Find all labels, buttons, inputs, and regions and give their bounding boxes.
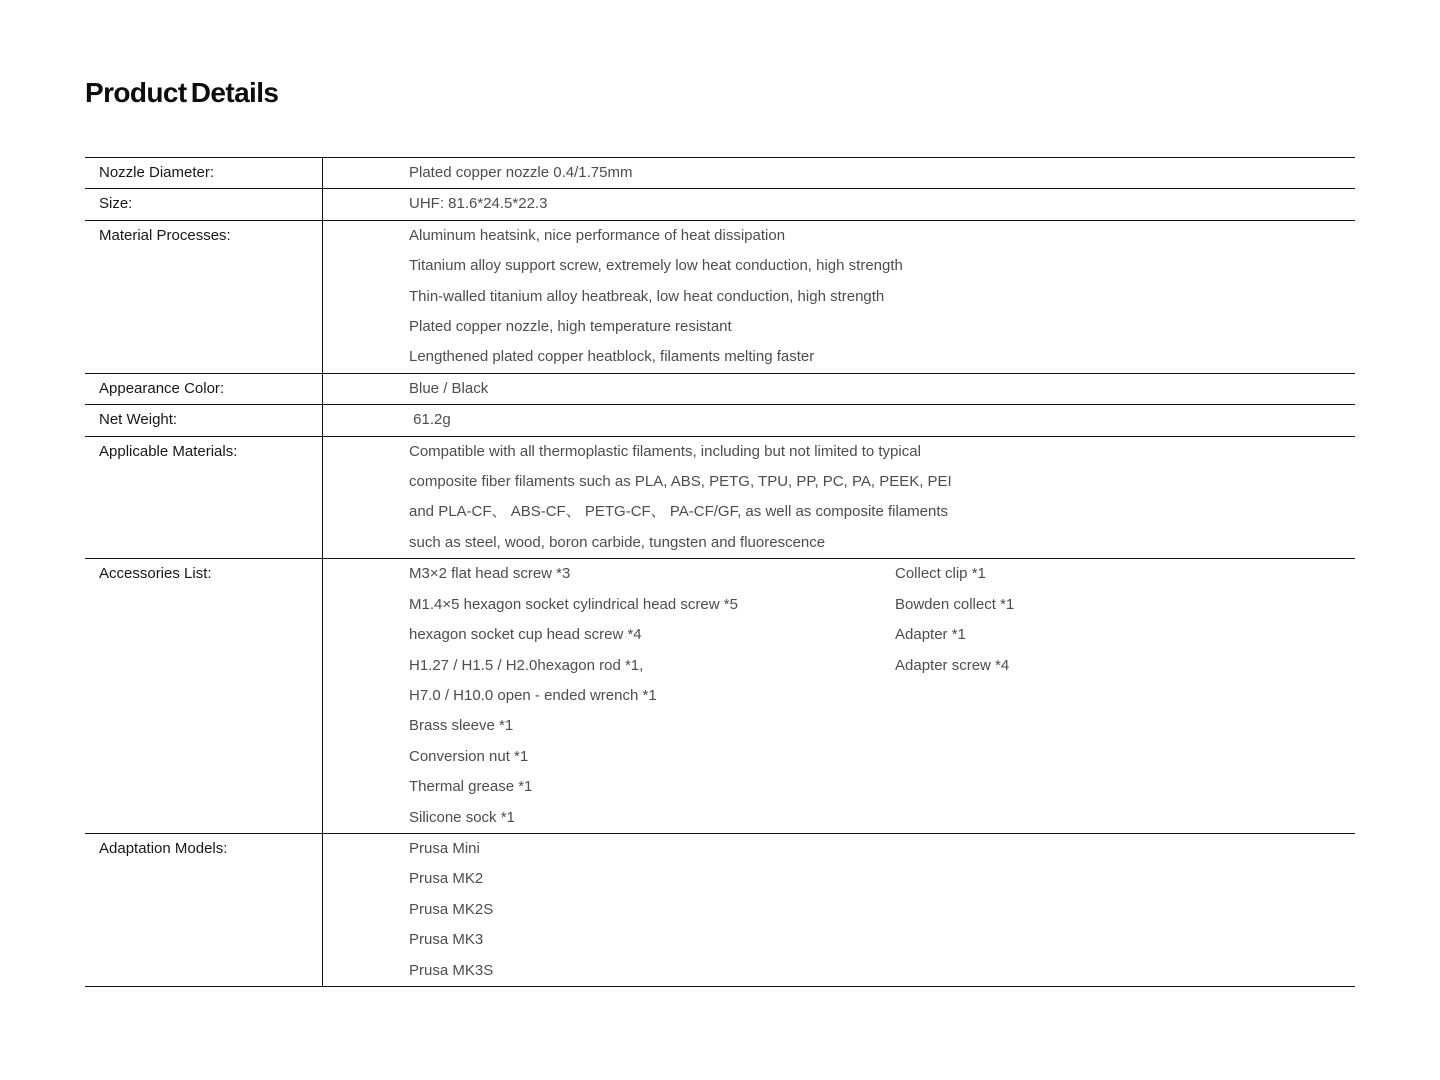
value-line: Aluminum heatsink, nice performance of heat dissipation: [409, 226, 786, 244]
value-line: M3×2 flat head screw *3: [409, 565, 571, 583]
table-row: [85, 559, 1355, 834]
value-line: Conversion nut *1: [409, 747, 529, 765]
value-line: hexagon socket cup head screw *4: [409, 626, 642, 644]
row-label: Size:: [99, 195, 133, 213]
value-line: Plated copper nozzle 0.4/1.75mm: [409, 164, 633, 181]
value-line: UHF: 81.6*24.5*22.3: [409, 195, 548, 213]
table-row: [85, 437, 1355, 560]
value-line: H1.27 / H1.5 / H2.0hexagon rod *1,: [409, 656, 644, 674]
table-row: [85, 405, 1355, 436]
page-title: Product Details: [85, 77, 279, 108]
value-line: Adapter screw *4: [895, 656, 1010, 674]
row-value: [322, 559, 1355, 833]
value-line: Blue / Black: [409, 379, 489, 397]
value-line: H7.0 / H10.0 open - ended wrench *1: [409, 686, 657, 704]
value-line: Brass sleeve *1: [409, 717, 514, 735]
value-line: Prusa MK3S: [409, 961, 494, 979]
row-label: Nozzle Diameter:: [99, 164, 215, 181]
value-line: Thin-walled titanium alloy heatbreak, low heat conduction, high strength: [409, 287, 885, 305]
product-details-table: [85, 157, 1355, 987]
row-value: [322, 405, 1355, 435]
row-label: Material Processes:: [99, 226, 231, 244]
value-line: Prusa Mini: [409, 839, 480, 857]
value-line: Adapter *1: [895, 626, 966, 644]
table-row: [85, 374, 1355, 405]
row-label: Accessories List:: [99, 565, 212, 583]
table-row: [85, 189, 1355, 220]
accessories-column-1: [409, 559, 895, 833]
value-line: Thermal grease *1: [409, 778, 533, 796]
value-line: Collect clip *1: [895, 565, 986, 583]
value-line: and PLA-CF、 ABS-CF、 PETG-CF、 PA-CF/GF, as well as composite filaments: [409, 503, 949, 521]
accessories-columns: [409, 559, 1355, 833]
table-row: [85, 158, 1355, 189]
value-line: Prusa MK3: [409, 931, 484, 949]
value-line: Silicone sock *1: [409, 808, 515, 826]
value-line: Bowden collect *1: [895, 595, 1015, 613]
value-line: Prusa MK2: [409, 870, 484, 888]
value-line: composite fiber filaments such as PLA, ABS, PETG, TPU, PP, PC, PA, PEEK, PEI: [409, 473, 952, 491]
row-label: Appearance Color:: [99, 379, 225, 397]
value-line: M1.4×5 hexagon socket cylindrical head screw *5: [409, 595, 738, 613]
value-line: Plated copper nozzle, high temperature resistant: [409, 318, 732, 336]
table-row: [85, 221, 1355, 374]
value-line: such as steel, wood, boron carbide, tungsten and fluorescence: [409, 533, 826, 551]
row-value: [322, 221, 1355, 373]
row-label: Applicable Materials:: [99, 442, 238, 460]
row-value: [322, 834, 1355, 986]
row-value: [322, 189, 1355, 219]
row-label: Net Weight:: [99, 411, 178, 429]
value-line: Titanium alloy support screw, extremely low heat conduction, high strength: [409, 257, 903, 275]
table-row: [85, 834, 1355, 987]
accessories-column-2: [895, 559, 1355, 833]
value-line: Lengthened plated copper heatblock, filaments melting faster: [409, 348, 815, 366]
row-value: [322, 437, 1355, 559]
row-value: [322, 158, 1355, 188]
row-value: [322, 374, 1355, 404]
value-line: 61.2g: [409, 411, 451, 429]
value-line: Compatible with all thermoplastic filaments, including but not limited to typical: [409, 442, 921, 460]
value-line: Prusa MK2S: [409, 900, 494, 918]
row-label: Adaptation Models:: [99, 839, 228, 857]
